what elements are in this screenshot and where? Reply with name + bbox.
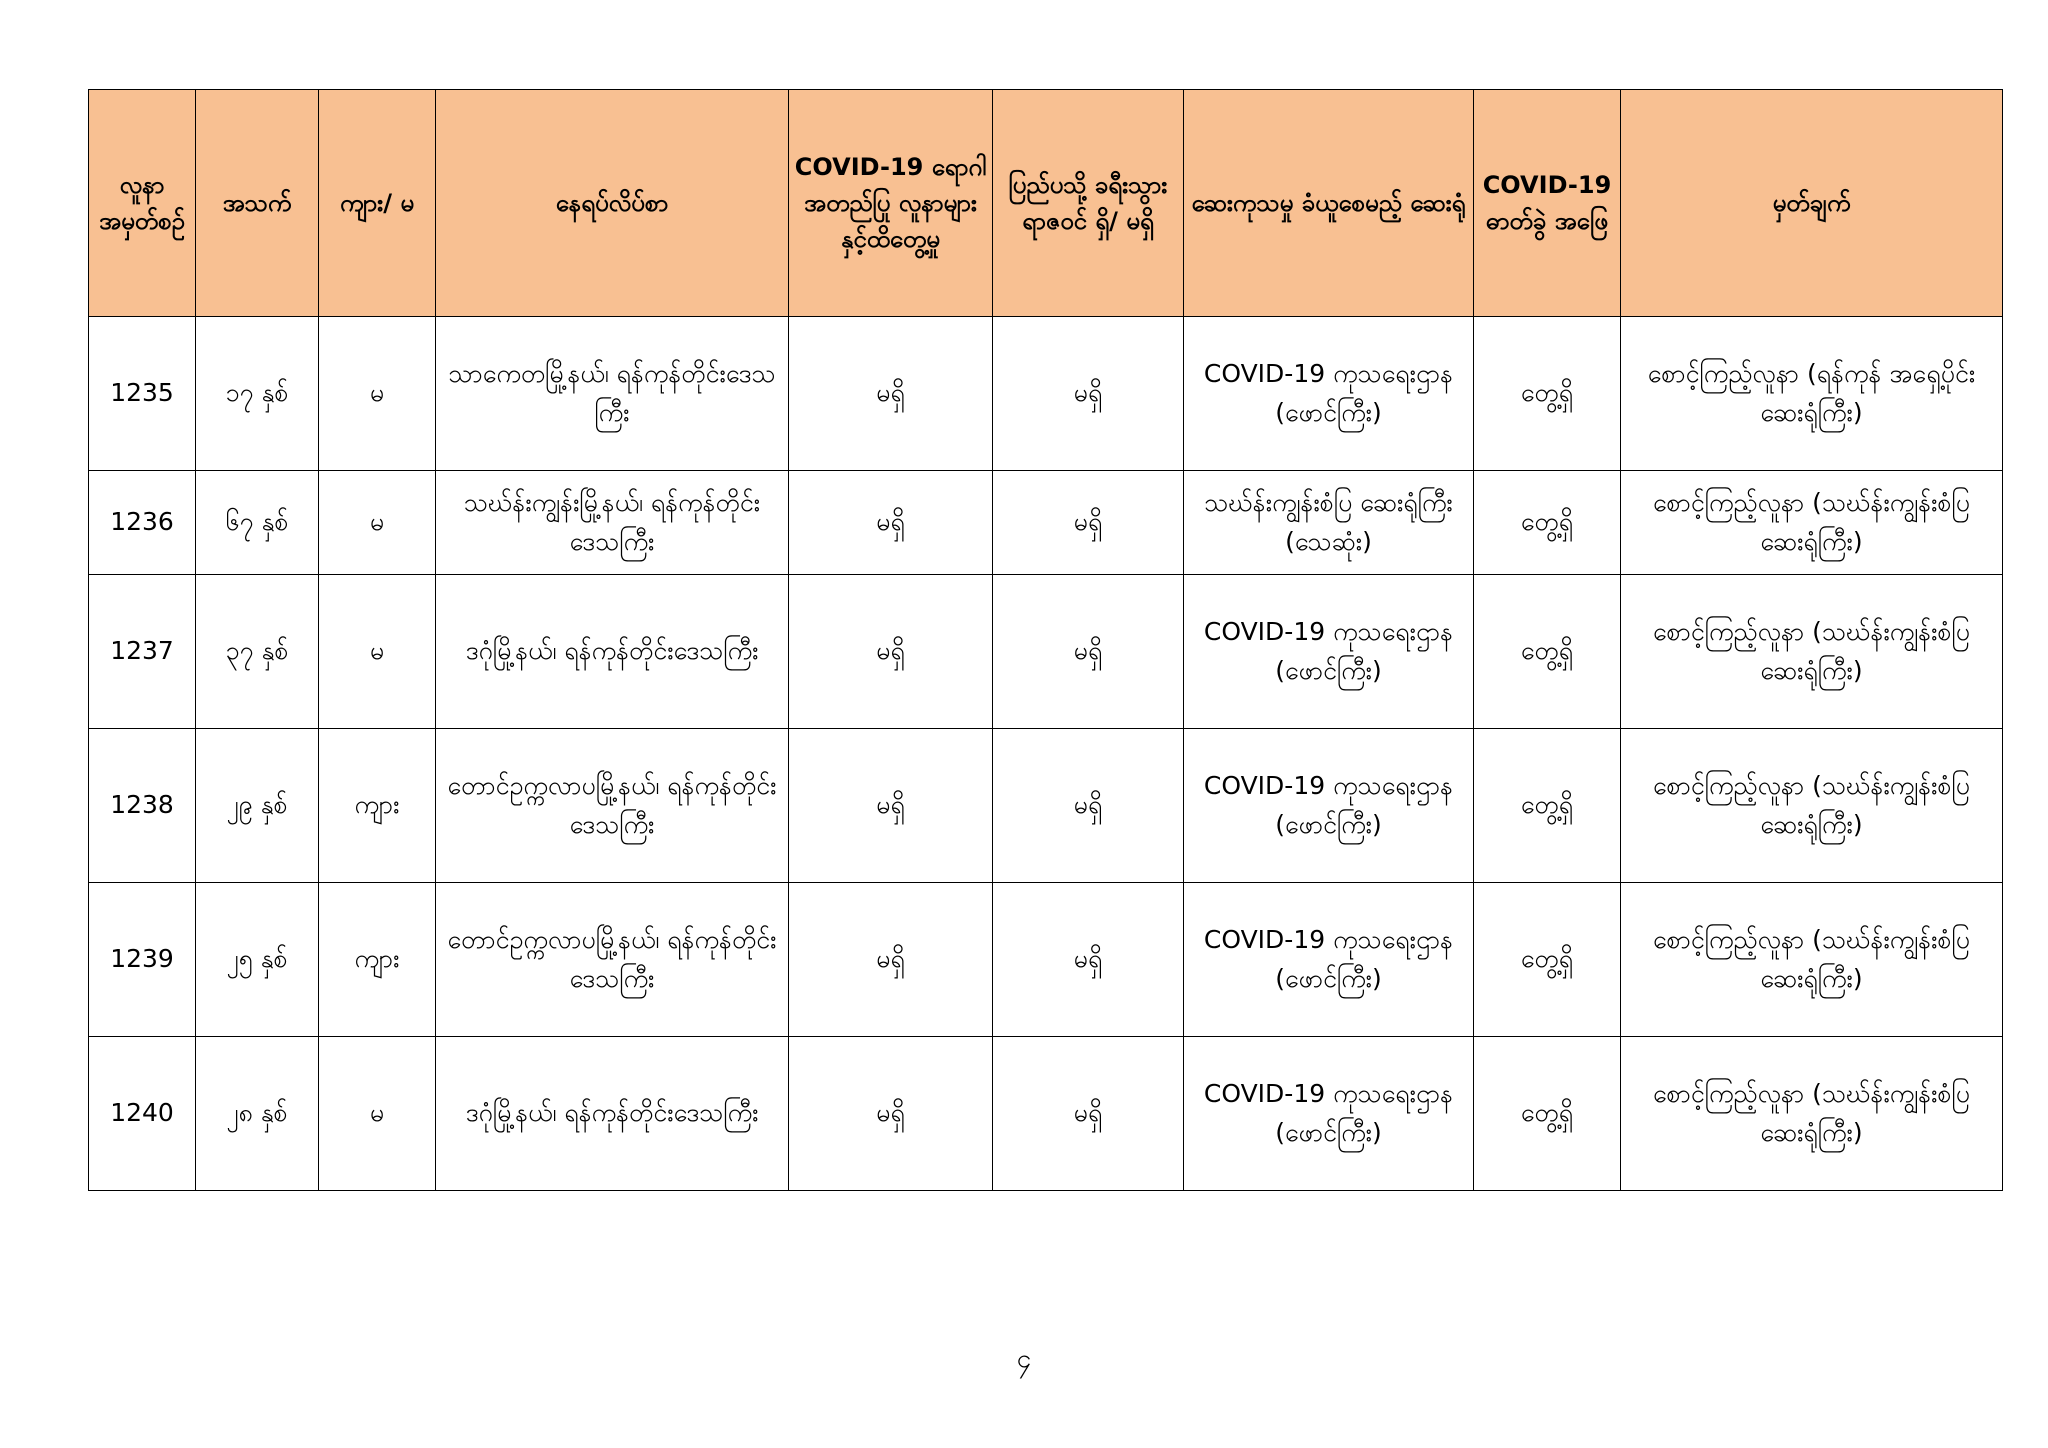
- age-cell: ၂၈ နှစ်: [196, 1037, 319, 1191]
- header-contact: COVID-19 ရောဂါအတည်ပြု လူနာများနှင့်ထိတွေ့မှု: [789, 90, 993, 317]
- travel-cell: မရှိ: [993, 317, 1184, 471]
- table-row: [89, 575, 2003, 729]
- age-cell: ၂၉ နှစ်: [196, 729, 319, 883]
- patient-number-cell: 1240: [89, 1037, 196, 1191]
- age-cell: ၆၇ နှစ်: [196, 471, 319, 575]
- table-row: [89, 729, 2003, 883]
- header-remark: မှတ်ချက်: [1621, 90, 2003, 317]
- patient-number-cell: 1239: [89, 883, 196, 1037]
- travel-cell: မရှိ: [993, 883, 1184, 1037]
- contact-cell: မရှိ: [789, 575, 993, 729]
- table-row: [89, 471, 2003, 575]
- contact-cell: မရှိ: [789, 317, 993, 471]
- header-age: အသက်: [196, 90, 319, 317]
- result-cell: တွေ့ရှိ: [1474, 883, 1621, 1037]
- remark-cell: စောင့်ကြည့်လူနာ (သဃ်န်းကျွန်းစံပြဆေးရုံကြီး): [1621, 1037, 2003, 1191]
- hospital-cell: COVID-19 ကုသရေးဌာန (ဖောင်ကြီး): [1184, 883, 1474, 1037]
- page-number: ၄: [1016, 1344, 1032, 1374]
- header-travel-history: ပြည်ပသို့ ခရီးသွား ရာဇဝင် ရှိ/ မရှိ: [993, 90, 1184, 317]
- header-patient-number: လူနာ အမှတ်စဉ်: [89, 90, 196, 317]
- travel-cell: မရှိ: [993, 471, 1184, 575]
- remark-cell: စောင့်ကြည့်လူနာ (သဃ်န်းကျွန်းစံပြဆေးရုံကြီး): [1621, 575, 2003, 729]
- sex-cell: ကျား: [319, 883, 436, 1037]
- address-cell: သဃ်န်းကျွန်းမြို့နယ်၊ ရန်ကုန်တိုင်းဒေသကြီး: [436, 471, 789, 575]
- sex-cell: မ: [319, 471, 436, 575]
- contact-cell: မရှိ: [789, 729, 993, 883]
- remark-cell: စောင့်ကြည့်လူနာ (သဃ်န်းကျွန်းစံပြဆေးရုံကြီး): [1621, 729, 2003, 883]
- remark-cell: စောင့်ကြည့်လူနာ (ရန်ကုန် အရှေ့ပိုင်းဆေးရုံကြီး): [1621, 317, 2003, 471]
- table-row: [89, 883, 2003, 1037]
- travel-cell: မရှိ: [993, 575, 1184, 729]
- table-row: [89, 1037, 2003, 1191]
- hospital-cell: COVID-19 ကုသရေးဌာန (ဖောင်ကြီး): [1184, 317, 1474, 471]
- remark-cell: စောင့်ကြည့်လူနာ (သဃ်န်းကျွန်းစံပြဆေးရုံကြီး): [1621, 471, 2003, 575]
- hospital-cell: COVID-19 ကုသရေးဌာန (ဖောင်ကြီး): [1184, 729, 1474, 883]
- contact-cell: မရှိ: [789, 1037, 993, 1191]
- travel-cell: မရှိ: [993, 1037, 1184, 1191]
- patient-number-cell: 1236: [89, 471, 196, 575]
- remark-cell: စောင့်ကြည့်လူနာ (သဃ်န်းကျွန်းစံပြဆေးရုံကြီး): [1621, 883, 2003, 1037]
- address-cell: တောင်ဥက္ကလာပမြို့နယ်၊ ရန်ကုန်တိုင်းဒေသကြီး: [436, 883, 789, 1037]
- contact-cell: မရှိ: [789, 883, 993, 1037]
- hospital-cell: COVID-19 ကုသရေးဌာန (ဖောင်ကြီး): [1184, 1037, 1474, 1191]
- header-row: [89, 90, 2003, 317]
- patient-number-cell: 1238: [89, 729, 196, 883]
- age-cell: ၂၅ နှစ်: [196, 883, 319, 1037]
- patient-number-cell: 1237: [89, 575, 196, 729]
- sex-cell: မ: [319, 317, 436, 471]
- result-cell: တွေ့ရှိ: [1474, 471, 1621, 575]
- address-cell: သာကေတမြို့နယ်၊ ရန်ကုန်တိုင်းဒေသကြီး: [436, 317, 789, 471]
- hospital-cell: COVID-19 ကုသရေးဌာန (ဖောင်ကြီး): [1184, 575, 1474, 729]
- sex-cell: မ: [319, 1037, 436, 1191]
- address-cell: ဒဂုံမြို့နယ်၊ ရန်ကုန်တိုင်းဒေသကြီး: [436, 575, 789, 729]
- age-cell: ၁၇ နှစ်: [196, 317, 319, 471]
- result-cell: တွေ့ရှိ: [1474, 317, 1621, 471]
- patient-number-cell: 1235: [89, 317, 196, 471]
- table-row: [89, 317, 2003, 471]
- result-cell: တွေ့ရှိ: [1474, 1037, 1621, 1191]
- hospital-cell: သဃ်န်းကျွန်းစံပြ ဆေးရုံကြီး (သေဆုံး): [1184, 471, 1474, 575]
- sex-cell: ကျား: [319, 729, 436, 883]
- header-hospital: ဆေးကုသမှု ခံယူစေမည့် ဆေးရုံ: [1184, 90, 1474, 317]
- result-cell: တွေ့ရှိ: [1474, 575, 1621, 729]
- travel-cell: မရှိ: [993, 729, 1184, 883]
- header-lab-result: COVID-19 ဓာတ်ခွဲ အဖြေ: [1474, 90, 1621, 317]
- result-cell: တွေ့ရှိ: [1474, 729, 1621, 883]
- address-cell: ဒဂုံမြို့နယ်၊ ရန်ကုန်တိုင်းဒေသကြီး: [436, 1037, 789, 1191]
- header-address: နေရပ်လိပ်စာ: [436, 90, 789, 317]
- contact-cell: မရှိ: [789, 471, 993, 575]
- header-sex: ကျား/ မ: [319, 90, 436, 317]
- sex-cell: မ: [319, 575, 436, 729]
- case-table: [88, 89, 2003, 1191]
- age-cell: ၃၇ နှစ်: [196, 575, 319, 729]
- address-cell: တောင်ဥက္ကလာပမြို့နယ်၊ ရန်ကုန်တိုင်းဒေသကြီး: [436, 729, 789, 883]
